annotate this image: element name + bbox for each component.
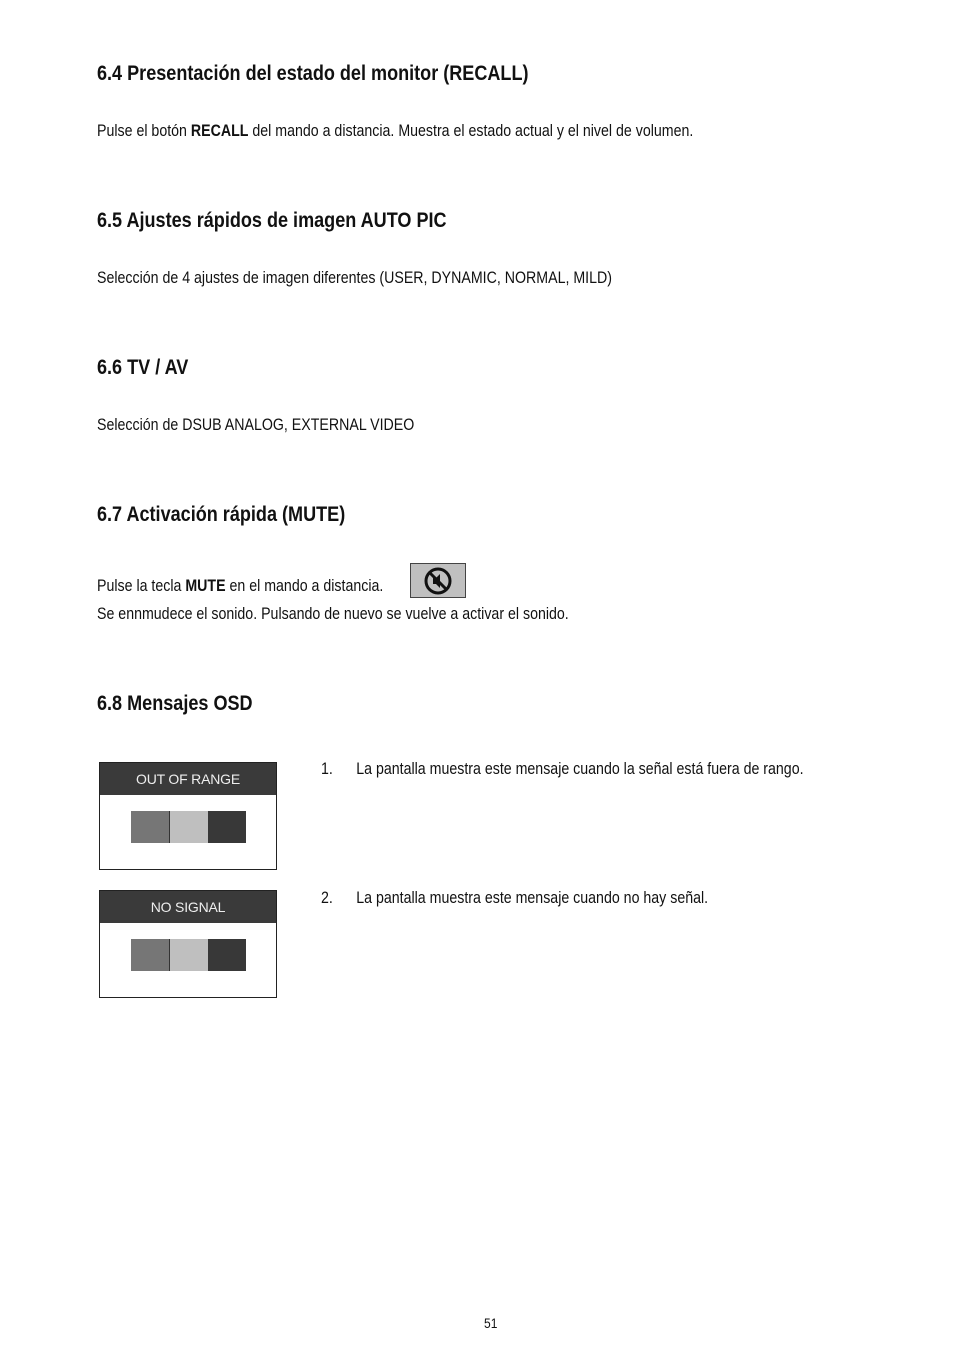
heading-6-4: 6.4 Presentación del estado del monitor (RECALL) (97, 62, 529, 85)
list-number: 1. (321, 760, 333, 778)
osd-title: OUT OF RANGE (100, 763, 276, 795)
osd-no-signal (99, 890, 277, 998)
paragraph-mute-2: Se ennmudece el sonido. Pulsando de nuevo se vuelve a activar el sonido. (97, 605, 569, 623)
list-number: 2. (321, 889, 333, 907)
color-swatches (131, 811, 246, 843)
heading-6-5: 6.5 Ajustes rápidos de imagen AUTO PIC (97, 209, 447, 232)
osd-item-2 (321, 889, 708, 908)
text: Pulse el botón (97, 122, 191, 140)
swatch (131, 939, 170, 971)
swatch (170, 939, 208, 971)
heading-6-6: 6.6 TV / AV (97, 356, 189, 379)
color-swatches (131, 939, 246, 971)
mute-icon (424, 567, 452, 595)
osd-title: NO SIGNAL (100, 891, 276, 923)
text: La pantalla muestra este mensaje cuando la señal está fuera de rango. (356, 760, 804, 778)
mute-button-image (410, 563, 466, 598)
text: Pulse la tecla (97, 577, 186, 595)
swatch (170, 811, 208, 843)
heading-6-7: 6.7 Activación rápida (MUTE) (97, 503, 346, 526)
paragraph-tvav: Selección de DSUB ANALOG, EXTERNAL VIDEO (97, 416, 415, 434)
paragraph-mute (97, 577, 383, 596)
text: en el mando a distancia. (225, 577, 384, 595)
osd-item-1 (321, 760, 804, 779)
swatch (208, 939, 246, 971)
text: del mando a distancia. Muestra el estado actual y el nivel de volumen. (248, 122, 694, 140)
swatch (131, 811, 170, 843)
paragraph-autopic: Selección de 4 ajustes de imagen diferentes (USER, DYNAMIC, NORMAL, MILD) (97, 269, 612, 287)
osd-out-of-range (99, 762, 277, 870)
text: La pantalla muestra este mensaje cuando no hay señal. (356, 889, 709, 907)
page-number: 51 (484, 1315, 498, 1331)
bold-mute: MUTE (185, 577, 226, 595)
bold-recall: RECALL (190, 122, 249, 140)
paragraph-recall (97, 122, 693, 141)
swatch (208, 811, 246, 843)
heading-6-8: 6.8 Mensajes OSD (97, 692, 253, 715)
